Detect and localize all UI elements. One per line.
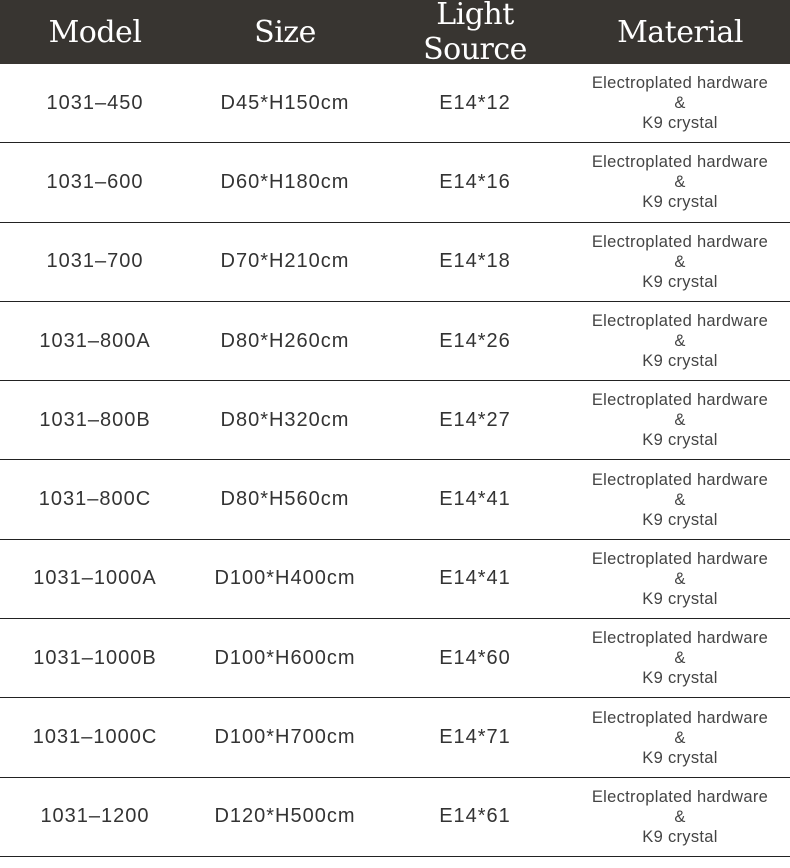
material-line: K9 crystal (642, 272, 718, 291)
material-line: K9 crystal (642, 193, 718, 212)
table-row (0, 540, 790, 619)
material-line: & (674, 490, 686, 509)
material-cell (570, 232, 790, 292)
material-line: Electroplated hardware (591, 232, 769, 251)
size-cell: D80*H260cm (220, 329, 350, 352)
material-line: Electroplated hardware (591, 708, 769, 727)
model-cell: 1031–450 (46, 91, 144, 114)
header-size: Size (254, 14, 316, 50)
table-row (0, 698, 790, 777)
material-cell (570, 73, 790, 133)
model-cell: 1031–1200 (40, 805, 150, 828)
material-line: & (674, 649, 686, 668)
table-row (0, 223, 790, 302)
material-cell (570, 787, 790, 847)
material-line: & (674, 94, 686, 113)
size-cell: D45*H150cm (220, 91, 350, 114)
model-cell: 1031–1000C (32, 726, 158, 749)
header-material: Material (617, 14, 743, 50)
material-cell (570, 470, 790, 530)
size-cell: D120*H500cm (214, 805, 356, 828)
light-source-cell: E14*61 (439, 805, 511, 828)
table-row (0, 778, 790, 857)
size-cell: D100*H600cm (214, 646, 356, 669)
material-line: Electroplated hardware (591, 470, 769, 489)
table-header (0, 0, 790, 67)
light-source-cell: E14*26 (439, 329, 511, 352)
header-light-source: Light Source (423, 0, 527, 67)
material-line: & (674, 411, 686, 430)
table-row (0, 381, 790, 460)
header-model: Model (48, 14, 142, 50)
model-cell: 1031–1000A (33, 567, 157, 590)
light-source-cell: E14*16 (439, 170, 511, 193)
table-row (0, 302, 790, 381)
material-line: K9 crystal (642, 827, 718, 846)
model-cell: 1031–1000B (33, 646, 157, 669)
material-line: K9 crystal (642, 510, 718, 529)
material-line: & (674, 807, 686, 826)
material-cell (570, 311, 790, 371)
table-row (0, 619, 790, 698)
model-cell: 1031–700 (46, 250, 144, 273)
material-cell (570, 628, 790, 688)
size-cell: D80*H560cm (220, 488, 350, 511)
material-cell (570, 708, 790, 768)
material-line: Electroplated hardware (591, 312, 769, 331)
table-row (0, 64, 790, 143)
size-cell: D100*H700cm (214, 726, 356, 749)
size-cell: D100*H400cm (214, 567, 356, 590)
model-cell: 1031–800A (39, 329, 151, 352)
material-line: & (674, 252, 686, 271)
table-body (0, 64, 790, 857)
material-line: & (674, 332, 686, 351)
material-line: & (674, 173, 686, 192)
material-line: K9 crystal (642, 589, 718, 608)
material-line: Electroplated hardware (591, 787, 769, 806)
material-line: Electroplated hardware (591, 629, 769, 648)
size-cell: D70*H210cm (220, 250, 350, 273)
material-cell (570, 549, 790, 609)
material-line: K9 crystal (642, 352, 718, 371)
size-cell: D80*H320cm (220, 408, 350, 431)
table-row (0, 460, 790, 539)
light-source-cell: E14*18 (439, 250, 511, 273)
material-line: & (674, 569, 686, 588)
material-cell (570, 390, 790, 450)
material-line: K9 crystal (642, 431, 718, 450)
material-line: K9 crystal (642, 669, 718, 688)
light-source-cell: E14*41 (439, 567, 511, 590)
material-cell (570, 152, 790, 212)
model-cell: 1031–800C (38, 488, 152, 511)
material-line: Electroplated hardware (591, 549, 769, 568)
light-source-cell: E14*60 (439, 646, 511, 669)
material-line: Electroplated hardware (591, 74, 769, 93)
material-line: & (674, 728, 686, 747)
light-source-cell: E14*12 (439, 91, 511, 114)
material-line: K9 crystal (642, 748, 718, 767)
model-cell: 1031–600 (46, 170, 144, 193)
light-source-cell: E14*27 (439, 408, 511, 431)
light-source-cell: E14*71 (439, 726, 511, 749)
table-row (0, 143, 790, 222)
light-source-cell: E14*41 (439, 488, 511, 511)
material-line: Electroplated hardware (591, 153, 769, 172)
model-cell: 1031–800B (39, 408, 151, 431)
material-line: K9 crystal (642, 114, 718, 133)
size-cell: D60*H180cm (220, 170, 350, 193)
material-line: Electroplated hardware (591, 391, 769, 410)
